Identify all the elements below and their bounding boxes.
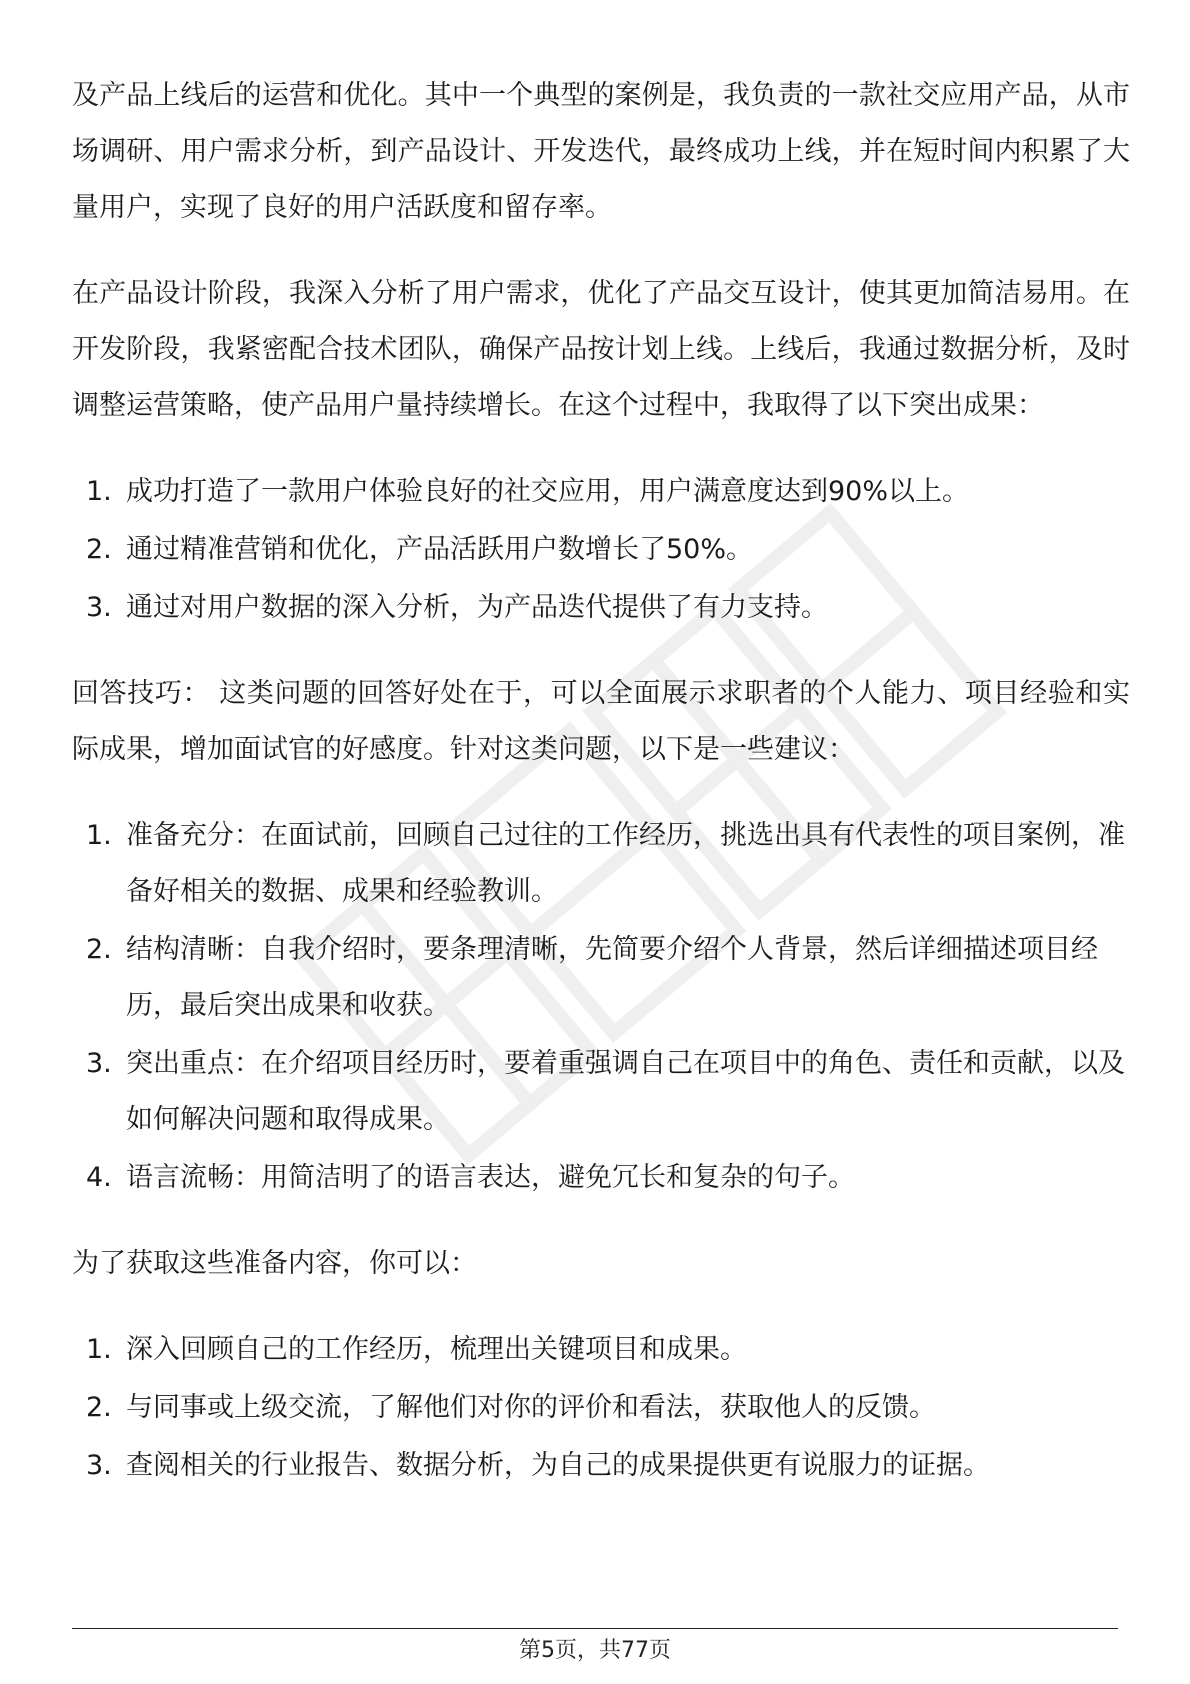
footer-divider [72, 1628, 1118, 1629]
list-text: 深入回顾自己的工作经历，梳理出关键项目和成果。 [126, 1334, 747, 1365]
prep-list [72, 1322, 1130, 1494]
list-text: 语言流畅：用简洁明了的语言表达，避免冗长和复杂的句子。 [126, 1162, 855, 1193]
list-item [72, 522, 1130, 578]
list-number: 3. [86, 592, 112, 623]
list-text: 结构清晰：自我介绍时，要条理清晰，先简要介绍个人背景，然后详细描述项目经历，最后突出成果和收获。 [126, 934, 1098, 1021]
list-text: 通过对用户数据的深入分析，为产品迭代提供了有力支持。 [126, 592, 828, 623]
list-number: 2. [86, 1392, 112, 1423]
tips-list [72, 808, 1130, 1206]
paragraph-prep-intro: 为了获取这些准备内容，你可以： [72, 1248, 477, 1279]
list-number: 2. [86, 934, 112, 965]
list-item [72, 1036, 1130, 1148]
list-item [72, 464, 1130, 520]
list-text: 通过精准营销和优化，产品活跃用户数增长了50%。 [126, 534, 754, 565]
list-number: 4. [86, 1162, 112, 1193]
list-number: 1. [86, 820, 112, 851]
list-item [72, 922, 1130, 1034]
list-text: 与同事或上级交流，了解他们对你的评价和看法，获取他人的反馈。 [126, 1392, 936, 1423]
list-item [72, 1380, 1130, 1436]
paragraph-intro: 及产品上线后的运营和优化。其中一个典型的案例是，我负责的一款社交应用产品，从市场调研、用户需求分析，到产品设计、开发迭代，最终成功上线，并在短时间内积累了大量用户，实现了良好的用户活跃度和留存率。 [72, 80, 1130, 223]
achievements-list [72, 464, 1130, 636]
list-number: 2. [86, 534, 112, 565]
paragraph-answer-tips: 回答技巧： 这类问题的回答好处在于，可以全面展示求职者的个人能力、项目经验和实际成果，增加面试官的好感度。针对这类问题，以下是一些建议： [72, 678, 1130, 765]
list-item [72, 808, 1130, 920]
list-number: 3. [86, 1048, 112, 1079]
list-number: 1. [86, 476, 112, 507]
list-text: 查阅相关的行业报告、数据分析，为自己的成果提供更有说服力的证据。 [126, 1450, 990, 1481]
list-text: 成功打造了一款用户体验良好的社交应用，用户满意度达到90%以上。 [126, 476, 970, 507]
list-number: 1. [86, 1334, 112, 1365]
paragraph-design-phase: 在产品设计阶段，我深入分析了用户需求，优化了产品交互设计，使其更加简洁易用。在开发阶段，我紧密配合技术团队，确保产品按计划上线。上线后，我通过数据分析，及时调整运营策略，使产品用户量持续增长。在这个过程中，我取得了以下突出成果： [72, 278, 1130, 421]
page-number: 第5页，共77页 [519, 1638, 671, 1663]
list-text: 准备充分：在面试前，回顾自己过往的工作经历，挑选出具有代表性的项目案例，准备好相关的数据、成果和经验教训。 [126, 820, 1125, 907]
list-item [72, 1438, 1130, 1494]
list-item [72, 1150, 1130, 1206]
list-item [72, 580, 1130, 636]
list-number: 3. [86, 1450, 112, 1481]
document-page [72, 68, 1130, 1524]
list-text: 突出重点：在介绍项目经历时，要着重强调自己在项目中的角色、责任和贡献，以及如何解决问题和取得成果。 [126, 1048, 1125, 1135]
list-item [72, 1322, 1130, 1378]
